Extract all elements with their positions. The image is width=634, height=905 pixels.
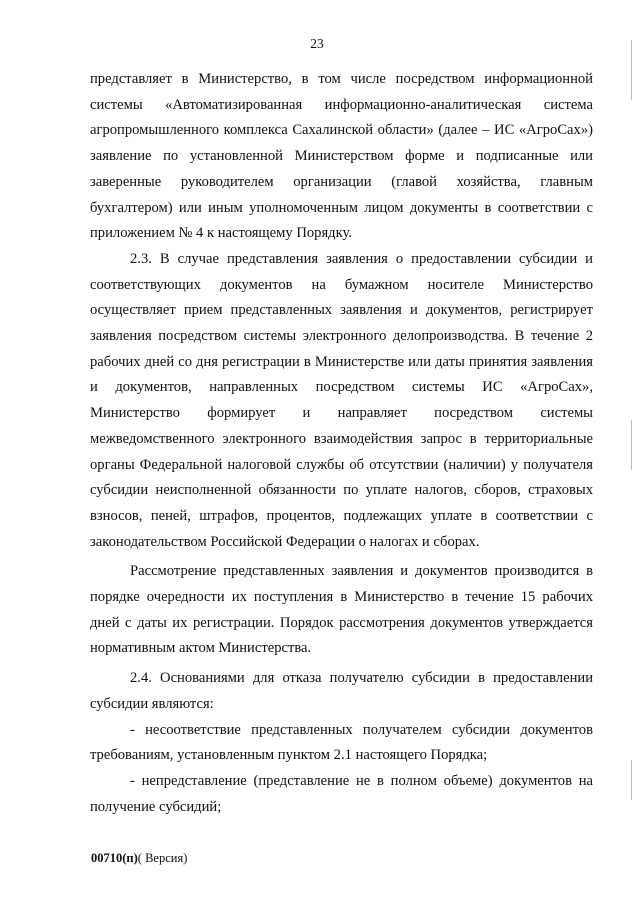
scan-edge-mark bbox=[631, 420, 632, 470]
paragraph-2-4: 2.4. Основаниями для отказа получателю субсидии в предоставлении субсидии являются: bbox=[90, 670, 593, 712]
list-item-nonsubmission: - непредставление (представление не в полном объеме) документов на получение субсидий; bbox=[90, 772, 593, 815]
document-footer bbox=[91, 851, 187, 866]
document-version: ( Версия) bbox=[137, 851, 188, 865]
paragraph-2-3: 2.3. В случае представления заявления о предоставлении субсидии и соответствующих документов на бумажном носителе Министерство осуществляет прием представленных заявления и документов, регистрирует заявления посредством системы электронного делопроизводства. В течение 2 рабочих дней со дня регистрации в Министерстве или даты принятия заявления и документов, направленных посредством системы ИС «АгроСах», Министерство формирует и направляет посредством системы межведомственного электронного взаимодействия запрос в территориальные органы Федеральной налоговой службы об отсутствии (наличии) у получателя субсидии неисполненной обязанности по уплате налогов, сборов, страховых взносов, пеней, штрафов, процентов, подлежащих уплате в соответствии с законодательством Российской Федерации о налогах и сборах. bbox=[90, 250, 593, 550]
paragraph-review-procedure: Рассмотрение представленных заявления и документов производится в порядке очередности их поступления в Министерство в течение 15 рабочих дней с даты их регистрации. Порядок рассмотрения документов утверждается нормативным актом Министерства. bbox=[90, 563, 593, 657]
document-body bbox=[90, 67, 593, 820]
page-number: 23 bbox=[310, 36, 324, 51]
paragraph-continuation: представляет в Министерство, в том числе посредством информационной системы «Автоматизированная информационно-аналитическая система агропромышленного комплекса Сахалинской области» (далее – ИС «АгроСах») заявление по установленной Министерством форме и подписанные или заверенные руководителем организации (главой хозяйства, главным бухгалтером) или иным уполномоченным лицом документы в соответствии с приложением № 4 к настоящему Порядку. bbox=[90, 71, 593, 242]
document-code: 00710(п) bbox=[91, 851, 138, 865]
scan-edge-mark bbox=[631, 40, 632, 100]
list-item-nonconformity: - несоответствие представленных получателем субсидии документов требованиям, установленным пунктом 2.1 настоящего Порядка; bbox=[90, 721, 593, 764]
scan-edge-mark bbox=[631, 760, 632, 800]
